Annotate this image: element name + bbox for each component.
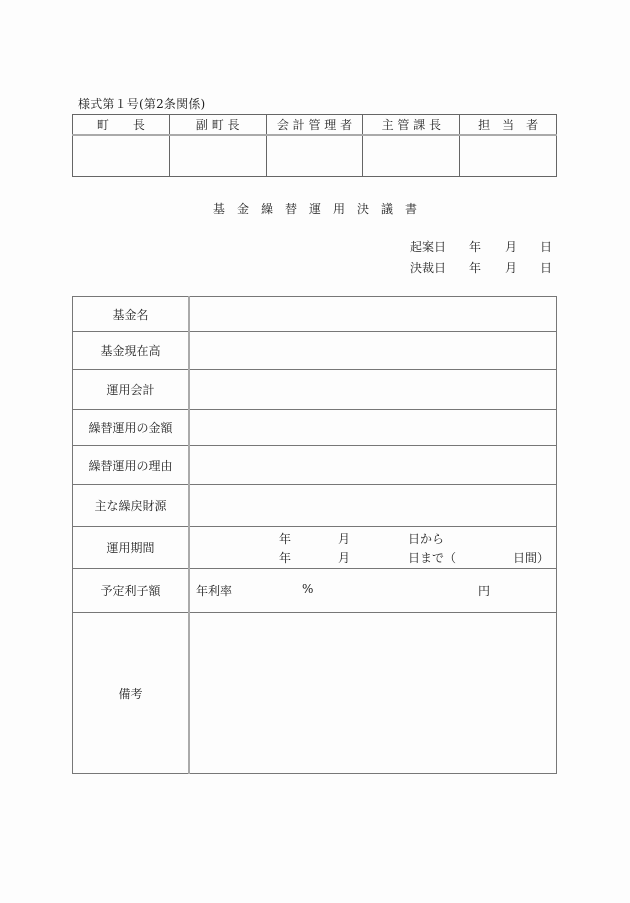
period-start-line [190,530,550,546]
period-end-year: 年 [279,551,292,565]
repayment-source-field[interactable] [189,485,557,527]
fund-name-field[interactable] [189,297,557,332]
table-row [73,485,557,527]
period-start-day: 日から [408,532,445,546]
transfer-reason-field[interactable] [189,446,557,485]
table-row [73,410,557,446]
table-row [73,527,557,569]
title-char: 用 [333,202,346,216]
title-char: 繰 [260,202,273,216]
row-label-expected-interest: 予定利子額 [73,569,190,613]
table-row [73,446,557,485]
expected-interest-field[interactable] [189,569,557,613]
stamp-cell-mayor[interactable] [73,135,170,177]
form-number: 様式第１号(第2条関係) [78,97,206,111]
fund-balance-field[interactable] [189,332,557,370]
table-row [73,613,557,774]
period-start-year: 年 [279,532,292,546]
stamp-cell-section-chief[interactable] [363,135,460,177]
stamp-cell-accounting-manager[interactable] [266,135,363,177]
row-label-transfer-amount: 繰替運用の金額 [73,410,190,446]
drafted-date[interactable] [410,238,560,254]
approval-header-person-in-charge: 担 当 者 [460,115,557,136]
table-row [73,569,557,613]
approved-month-label: 月 [505,261,518,275]
period-end-month: 月 [338,551,351,565]
title-char: 決 [357,202,370,216]
approved-day-label: 日 [540,261,553,275]
yen-sign: 円 [478,584,491,598]
operating-account-field[interactable] [189,370,557,410]
period-day-count: 日間） [513,551,550,565]
period-start-month: 月 [338,532,351,546]
row-label-fund-name: 基金名 [73,297,190,332]
row-label-remarks: 備考 [73,613,190,774]
approval-stamp-table [72,114,557,177]
row-label-transfer-reason: 繰替運用の理由 [73,446,190,485]
period-end-line [190,549,550,565]
percent-sign: % [302,582,314,596]
stamp-cell-deputy-mayor[interactable] [169,135,266,177]
approval-header-accounting-manager: 会 計 管 理 者 [266,115,363,136]
row-label-repayment-source: 主な繰戻財源 [73,485,190,527]
fund-transfer-table [72,296,557,774]
approved-date[interactable] [410,259,560,275]
drafted-month-label: 月 [505,240,518,254]
stamp-cell-person-in-charge[interactable] [460,135,557,177]
approval-header-mayor: 町 長 [73,115,170,136]
table-row [73,297,557,332]
drafted-date-label: 起案日 [410,240,447,254]
row-label-fund-balance: 基金現在高 [73,332,190,370]
drafted-day-label: 日 [540,240,553,254]
remarks-field[interactable] [189,613,557,774]
approved-year-label: 年 [469,261,482,275]
approved-date-label: 決裁日 [410,261,447,275]
row-label-operating-account: 運用会計 [73,370,190,410]
title-char: 議 [381,202,394,216]
row-label-operating-period: 運用期間 [73,527,190,569]
title-char: 書 [405,202,418,216]
title-char: 運 [308,202,321,216]
table-row [73,332,557,370]
annual-rate-label: 年利率 [196,584,233,598]
approval-header-section-chief: 主 管 課 長 [363,115,460,136]
period-end-day: 日まで（ [408,551,457,565]
table-row [73,370,557,410]
title-char: 替 [284,202,297,216]
transfer-amount-field[interactable] [189,410,557,446]
title-char: 基 [212,202,225,216]
operating-period-field[interactable] [189,527,557,569]
title-char: 金 [236,202,249,216]
document-title [0,200,630,217]
approval-header-deputy-mayor: 副 町 長 [169,115,266,136]
drafted-year-label: 年 [469,240,482,254]
